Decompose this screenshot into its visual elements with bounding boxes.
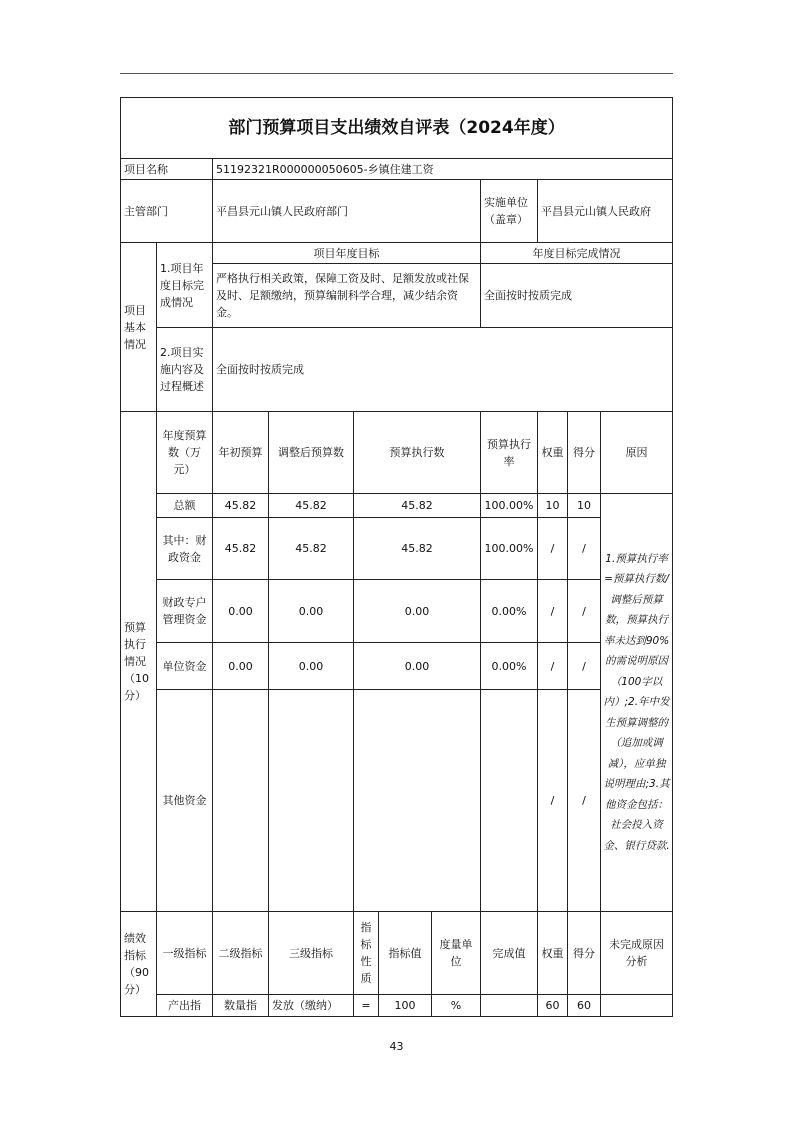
score: 10	[568, 494, 601, 518]
weight: 10	[538, 494, 568, 518]
budget-row	[121, 643, 673, 690]
weight: /	[538, 518, 568, 580]
weight: /	[538, 580, 568, 643]
perf-header: 指标值	[379, 912, 432, 995]
budget-row	[121, 494, 673, 518]
perf-header: 指标性质	[354, 912, 379, 995]
score: /	[568, 690, 601, 912]
score: 60	[568, 995, 601, 1017]
perf-header: 未完成原因分析	[601, 912, 673, 995]
done-header: 年度目标完成情况	[481, 243, 673, 264]
table-title: 部门预算项目支出绩效自评表（2024年度）	[121, 98, 673, 159]
initial: 0.00	[213, 580, 269, 643]
budget-header: 年初预算	[213, 412, 269, 494]
perf-label: 绩效指标（90分）	[121, 912, 157, 1017]
budget-row	[121, 580, 673, 643]
perf-header: 二级指标	[213, 912, 269, 995]
value: 100	[379, 995, 432, 1017]
done-text: 全面按时按质完成	[481, 264, 673, 328]
executed: 0.00	[354, 643, 481, 690]
rate: 0.00%	[481, 580, 538, 643]
rate: 100.00%	[481, 518, 538, 580]
rate: 100.00%	[481, 494, 538, 518]
row-name: 总额	[157, 494, 213, 518]
initial: 0.00	[213, 643, 269, 690]
adjusted: 0.00	[269, 643, 354, 690]
perf-row	[121, 995, 673, 1017]
l1: 产出指	[157, 995, 213, 1017]
budget-header: 年度预算数（万元）	[157, 412, 213, 494]
nature: =	[354, 995, 379, 1017]
perf-header: 度量单位	[432, 912, 481, 995]
dept-label: 主管部门	[121, 180, 213, 243]
basic-label: 项目基本情况	[121, 243, 157, 412]
goal-text: 严格执行相关政策，保障工资及时、足额发放或社保及时、足额缴纳，预算编制科学合理，减少结余资金。	[213, 264, 481, 328]
budget-label: 预算执行情况（10分）	[121, 412, 157, 912]
header-rule	[120, 73, 673, 74]
impl-unit-label: 实施单位（盖章）	[481, 180, 538, 243]
weight: /	[538, 643, 568, 690]
perf-header: 一级指标	[157, 912, 213, 995]
budget-row	[121, 690, 673, 912]
goal-header: 项目年度目标	[213, 243, 481, 264]
done	[481, 995, 538, 1017]
row-name: 单位资金	[157, 643, 213, 690]
rate: 0.00%	[481, 643, 538, 690]
executed: 45.82	[354, 518, 481, 580]
dept-value: 平昌县元山镇人民政府部门	[213, 180, 481, 243]
perf-header: 完成值	[481, 912, 538, 995]
perf-header: 权重	[538, 912, 568, 995]
budget-header: 调整后预算数	[269, 412, 354, 494]
score: /	[568, 580, 601, 643]
reason-note: 1.预算执行率=预算执行数/调整后预算数，预算执行率未达到90%的需说明原因（100字以内）;2.年中发生预算调整的（追加或调减），应单独说明理由;3.其他资金包括：社会投入资金、银行贷款.	[601, 494, 673, 912]
row-name: 其他资金	[157, 690, 213, 912]
impl-text: 全面按时按质完成	[213, 328, 673, 412]
score: /	[568, 643, 601, 690]
self-evaluation-table	[120, 97, 673, 1017]
l2: 数量指	[213, 995, 269, 1017]
adjusted	[269, 690, 354, 912]
adjusted: 45.82	[269, 494, 354, 518]
row-name: 其中：财政资金	[157, 518, 213, 580]
impl-section-label: 2.项目实施内容及过程概述	[157, 328, 213, 412]
executed: 0.00	[354, 580, 481, 643]
weight: 60	[538, 995, 568, 1017]
page-number: 43	[389, 1040, 404, 1053]
unit: %	[432, 995, 481, 1017]
budget-header: 得分	[568, 412, 601, 494]
budget-header: 预算执行率	[481, 412, 538, 494]
project-name-label: 项目名称	[121, 159, 213, 180]
reason	[601, 995, 673, 1017]
weight: /	[538, 690, 568, 912]
executed	[354, 690, 481, 912]
budget-header: 原因	[601, 412, 673, 494]
impl-unit-value: 平昌县元山镇人民政府	[538, 180, 673, 243]
budget-header: 权重	[538, 412, 568, 494]
project-name-value: 51192321R000000050605-乡镇住建工资	[213, 159, 673, 180]
executed: 45.82	[354, 494, 481, 518]
initial: 45.82	[213, 494, 269, 518]
score: /	[568, 518, 601, 580]
initial: 45.82	[213, 518, 269, 580]
goal-section-label: 1.项目年度目标完成情况	[157, 243, 213, 328]
rate	[481, 690, 538, 912]
row-name: 财政专户管理资金	[157, 580, 213, 643]
perf-header: 三级指标	[269, 912, 354, 995]
l3: 发放（缴纳）	[269, 995, 354, 1017]
adjusted: 45.82	[269, 518, 354, 580]
perf-header: 得分	[568, 912, 601, 995]
budget-row	[121, 518, 673, 580]
initial	[213, 690, 269, 912]
adjusted: 0.00	[269, 580, 354, 643]
budget-header: 预算执行数	[354, 412, 481, 494]
